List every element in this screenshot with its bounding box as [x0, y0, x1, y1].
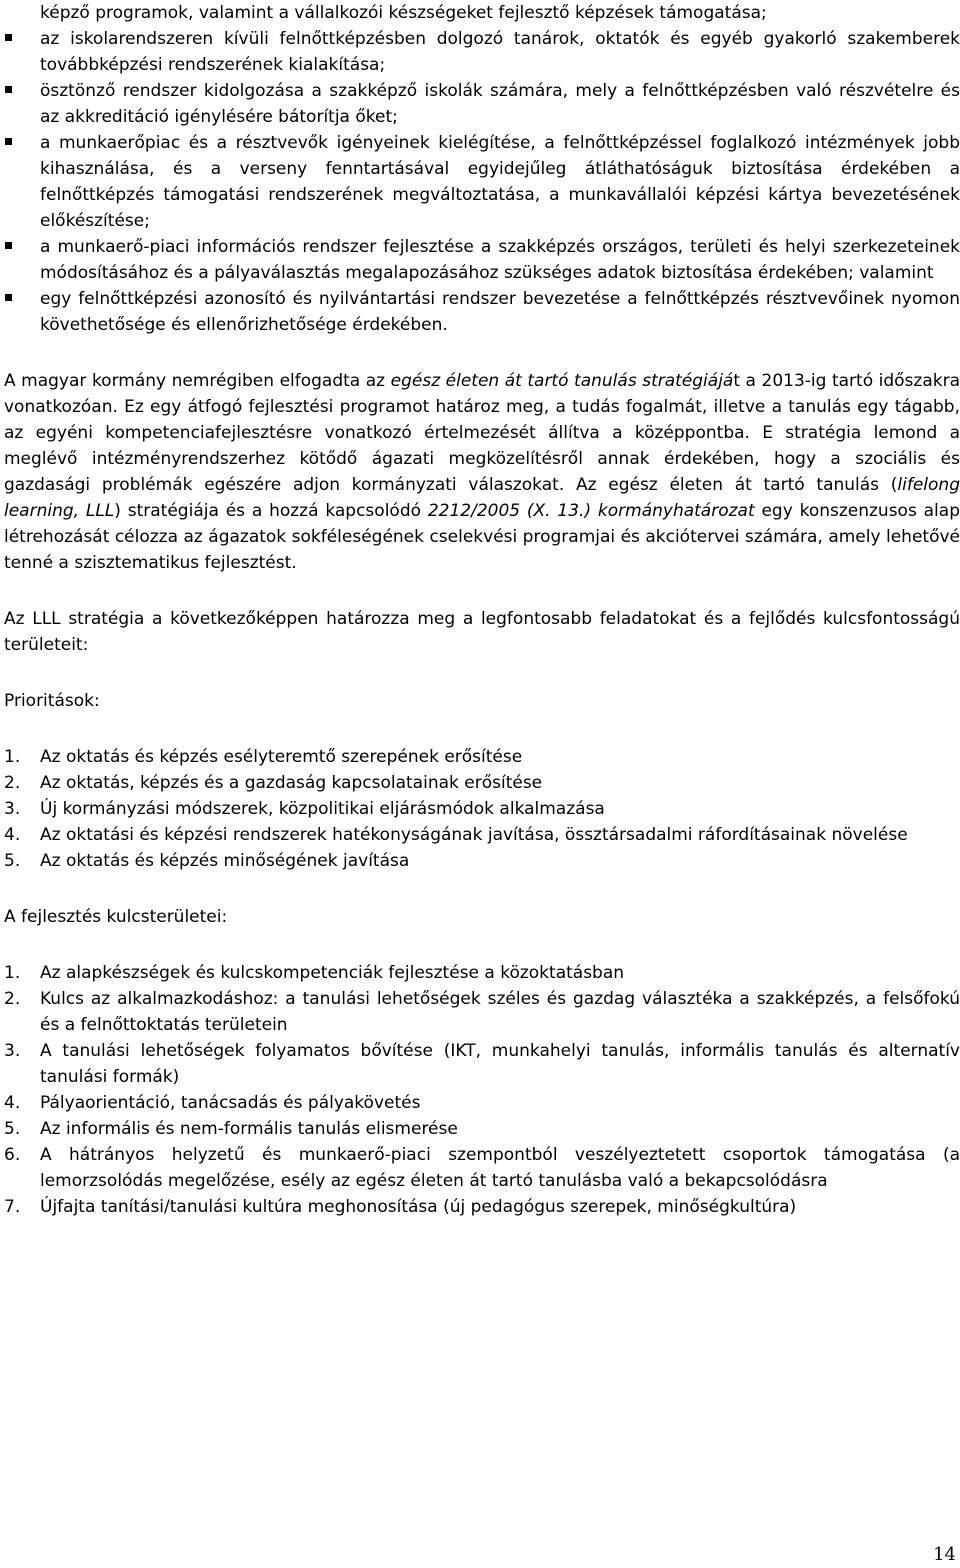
list-item: 2. Kulcs az alkalmazkodáshoz: a tanulási lehetőségek széles és gazdag választéka a szakképzés, a felsőfokú és a felnőttoktatás területein	[4, 989, 960, 1035]
list-item: ösztönző rendszer kidolgozása a szakképző iskolák számára, mely a felnőttképzésben való részvételre és az akkreditáció igénylésére bátorítja őket;	[4, 78, 960, 130]
areas-list	[4, 960, 960, 1220]
list-item: 6. A hátrányos helyzetű és munkaerő-piaci szempontból veszélyeztetett csoportok támogatása (a lemorzsolódás megelőzése, esély az egész életen át tartó tanulásba való a bekapcsolódásra	[4, 1145, 960, 1191]
paragraph-lll-strategy	[4, 368, 960, 576]
list-item: 5. Az informális és nem-formális tanulás elismerése	[4, 1119, 458, 1139]
list-item: 1. Az alapkészségek és kulcskompetenciák fejlesztése a közoktatásban	[4, 963, 625, 983]
areas-heading: A fejlesztés kulcsterületei:	[4, 907, 228, 927]
text-run: t a 2013-ig tartó időszakra vonatkozóan. Ez egy átfogó fejlesztési programot határoz meg, a tudás fogalmát, illetve a tanulás egy tágabb, az egyéni kompetenciafejlesztésre vonatkozó értelmezését állítva a középpontba. E stratégia lemond a meglévő intézményrendszerhez kötődő ágazati megközelítésről annak érdekében, hogy a szociális és gazdasági problémák egészére adjon kormányzati válaszokat. Az egész életen át tartó tanulás (	[4, 371, 960, 495]
list-item: egy felnőttképzési azonosító és nyilvántartási rendszer bevezetése a felnőttképzés résztvevőinek nyomon követhetősége és ellenőrizhetősége érdekében.	[4, 286, 960, 338]
bullet-list	[4, 26, 960, 338]
list-item: az iskolarendszeren kívüli felnőttképzésben dolgozó tanárok, oktatók és egyéb gyakorló szakemberek továbbképzési rendszerének kialakítása;	[4, 26, 960, 78]
text-run: A magyar kormány nemrégiben elfogadta az	[4, 371, 391, 391]
list-item: 2. Az oktatás, képzés és a gazdaság kapcsolatainak erősítése	[4, 773, 543, 793]
priorities-heading: Prioritások:	[4, 691, 100, 711]
priorities-list	[4, 744, 960, 874]
list-item: 3. A tanulási lehetőségek folyamatos bővítése (IKT, munkahelyi tanulás, informális tanulás és alternatív tanulási formák)	[4, 1041, 960, 1087]
italic-run: egész életen át tartó tanulás stratégiájá	[390, 371, 734, 391]
list-item: a munkaerő-piaci információs rendszer fejlesztése a szakképzés országos, területi és helyi szerkezeteinek módosításához és a pályaválasztás megalapozásához szükséges adatok biztosítása érdekében; valamint	[4, 234, 960, 286]
intro-continuation: képző programok, valamint a vállalkozói készségeket fejlesztő képzések támogatása;	[40, 3, 767, 23]
text-run: egy konszenzusos alap létrehozását célozza az ágazatok sokféleségének cselekvési programjai és akciótervei számára, amely lehetővé tenné a szisztematikus fejlesztést.	[4, 501, 960, 573]
italic-run: lifelong learning, LLL	[4, 475, 960, 521]
list-item: 4. Pályaorientáció, tanácsadás és pályakövetés	[4, 1093, 421, 1113]
list-item: 7. Újfajta tanítási/tanulási kultúra meghonosítása (új pedagógus szerepek, minőségkultúra)	[4, 1197, 797, 1217]
list-item: 5. Az oktatás és képzés minőségének javítása	[4, 851, 410, 871]
text-run: ) stratégiája és a hozzá kapcsolódó	[114, 501, 428, 521]
list-item: 3. Új kormányzási módszerek, közpolitikai eljárásmódok alkalmazása	[4, 799, 605, 819]
document-page	[4, 0, 960, 1220]
list-item: 4. Az oktatási és képzési rendszerek hatékonyságának javítása, össztársadalmi ráfordításainak növelése	[4, 825, 908, 845]
paragraph-tasks-intro: Az LLL stratégia a következőképpen határozza meg a legfontosabb feladatokat és a fejlődés kulcsfontosságú területeit:	[4, 609, 960, 655]
page-number: 14	[933, 1544, 956, 1565]
list-item: 1. Az oktatás és képzés esélyteremtő szerepének erősítése	[4, 747, 523, 767]
italic-run: 2212/2005 (X. 13.) kormányhatározat	[427, 501, 755, 521]
list-item: a munkaerőpiac és a résztvevők igényeinek kielégítése, a felnőttképzéssel foglalkozó intézmények jobb kihasználása, és a verseny fenntartásával egyidejűleg átláthatóságuk biztosítása érdekében a felnőttképzés támogatási rendszerének megváltoztatása, a munkavállalói képzési kártya bevezetésének előkészítése;	[4, 130, 960, 234]
